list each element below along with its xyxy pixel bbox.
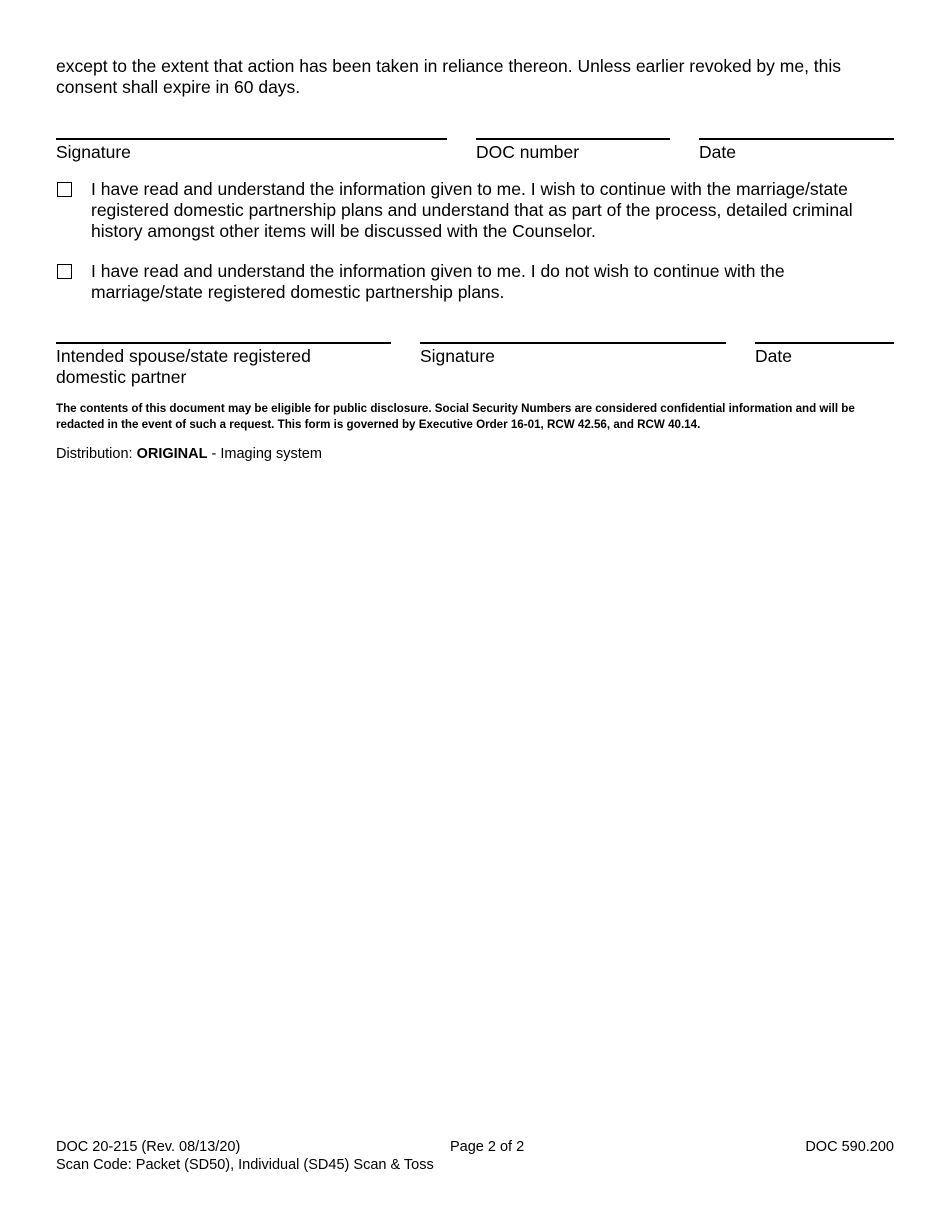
public-disclosure-notice: The contents of this document may be eligible for public disclosure. Social Security Numbers are considered confidential information and will be redacted in the event of such a request. This form is governed by Executive Order 16-01, RCW 42.56, and RCW 40.14. (56, 402, 855, 431)
continue-checkbox[interactable] (57, 182, 72, 197)
page-number: Page 2 of 2 (450, 1139, 525, 1155)
second-date-label: Date (755, 346, 792, 366)
distribution-original: ORIGINAL (136, 446, 208, 462)
second-signature-label: Signature (420, 346, 495, 366)
signature-label: Signature (56, 142, 131, 162)
second-date-line[interactable] (755, 342, 894, 344)
continue-option-text: I have read and understand the information given to me. I wish to continue with the marriage/state registered domestic partnership plans and understand that as part of the process, detailed criminal history amongst other items will be discussed with the Counselor. (91, 179, 853, 241)
date-label: Date (699, 142, 736, 162)
doc-number-label: DOC number (476, 142, 580, 162)
doc-number-line[interactable] (476, 138, 670, 140)
partner-label (56, 346, 311, 388)
partner-label-line2: domestic partner (56, 367, 187, 387)
scan-code: Scan Code: Packet (SD50), Individual (SD45) Scan & Toss (56, 1157, 434, 1173)
distribution-line (56, 445, 322, 463)
second-signature-line[interactable] (420, 342, 726, 344)
policy-number: DOC 590.200 (805, 1139, 894, 1155)
distribution-suffix: - Imaging system (207, 446, 322, 462)
distribution-prefix: Distribution: (56, 446, 137, 462)
discontinue-option-text: I have read and understand the information given to me. I do not wish to continue with the marriage/state registered domestic partnership plans. (91, 261, 785, 302)
signature-line[interactable] (56, 138, 447, 140)
partner-label-line1: Intended spouse/state registered (56, 346, 311, 366)
partner-signature-line[interactable] (56, 342, 391, 344)
form-number: DOC 20-215 (Rev. 08/13/20) (56, 1139, 241, 1155)
date-line[interactable] (699, 138, 894, 140)
consent-expiration-paragraph: except to the extent that action has been taken in reliance thereon. Unless earlier revoked by me, this consent shall expire in 60 days. (56, 56, 842, 97)
discontinue-checkbox[interactable] (57, 264, 72, 279)
